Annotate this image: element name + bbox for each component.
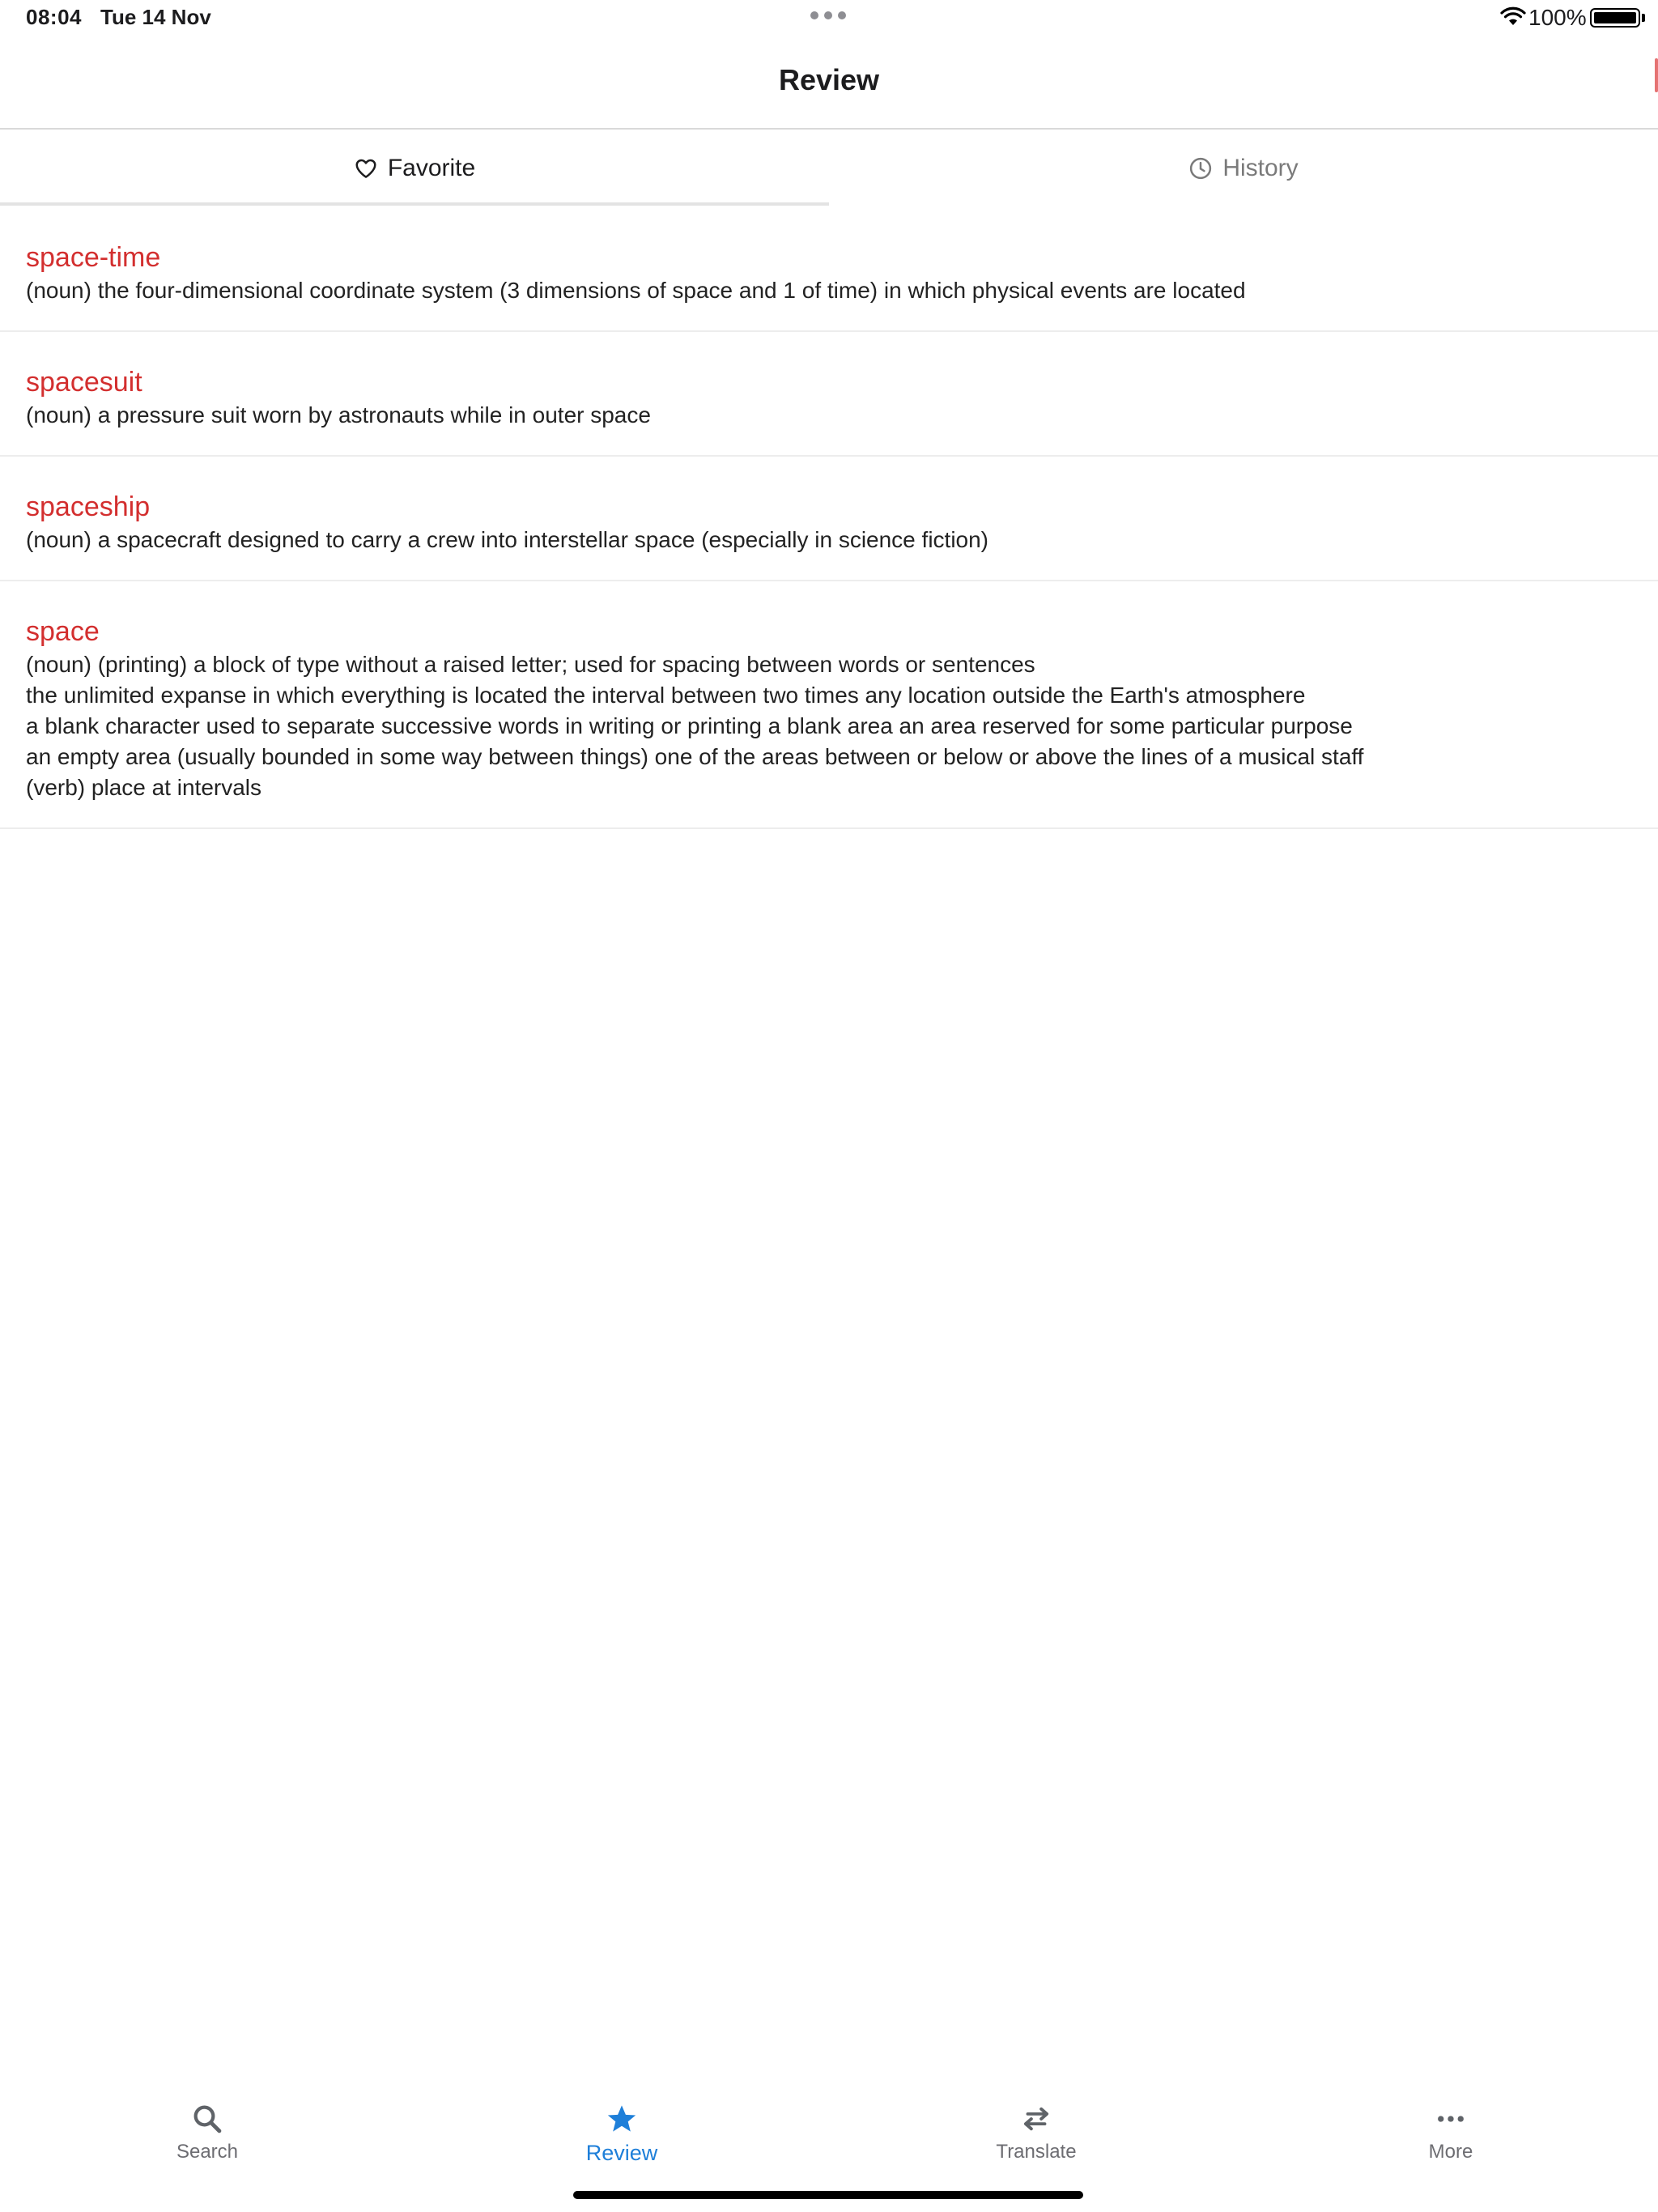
battery-icon (1590, 8, 1640, 28)
word-entry-spaceship[interactable] (0, 457, 1658, 581)
word-entry-space-time[interactable] (0, 207, 1658, 332)
multitasking-dots-icon[interactable] (810, 11, 846, 19)
page-title: Review (778, 63, 880, 96)
entry-definition: (noun) the four-dimensional coordinate system (3 dimensions of space and 1 of time) in which physical events are located (26, 278, 1246, 303)
tab-more[interactable] (1244, 2089, 1658, 2178)
ellipsis-icon (1434, 2102, 1468, 2136)
tab-review[interactable] (414, 2089, 829, 2178)
entry-word: space (26, 616, 100, 647)
navigation-bar (0, 39, 1658, 130)
tab-more-label: More (1428, 2141, 1473, 2163)
tab-history-label: History (1222, 155, 1299, 181)
wifi-icon (1499, 6, 1527, 28)
entry-word: spaceship (26, 491, 151, 522)
battery-percent: 100% (1528, 5, 1587, 30)
word-entry-spacesuit[interactable] (0, 332, 1658, 457)
status-date: Tue 14 Nov (100, 5, 211, 29)
entry-word: spacesuit (26, 367, 142, 398)
tab-translate-label: Translate (996, 2141, 1077, 2163)
status-bar (0, 0, 1658, 39)
entry-definition: (noun) a pressure suit worn by astronauts while in outer space (26, 402, 651, 428)
selected-tab-indicator (0, 202, 829, 206)
tab-history[interactable] (829, 131, 1658, 206)
entry-definition: (noun) (printing) a block of type without a raised letter; used for spacing between words or sentences the unlimited expanse in which everything is located the interval between two times any location outside the Earth's atmosphere a blank character used to separate successive words in writing or printing a blank area an area reserved for some particular purpose an empty area (usually bounded in some way between things) one of the areas between or below or above the lines of a musical staff (verb) place at intervals (26, 652, 1364, 800)
entry-definition: (noun) a spacecraft designed to carry a crew into interstellar space (especially in science fiction) (26, 527, 989, 552)
tab-search[interactable] (0, 2089, 414, 2178)
swap-arrows-icon (1019, 2102, 1053, 2136)
favorite-word-list (0, 207, 1658, 829)
star-icon (605, 2102, 639, 2136)
search-icon (190, 2102, 224, 2136)
entry-word: space-time (26, 242, 161, 273)
review-segments (0, 131, 1658, 206)
battery-tip (1642, 14, 1645, 22)
tab-favorite-label: Favorite (387, 155, 476, 181)
heart-icon (354, 156, 378, 181)
tab-translate[interactable] (829, 2089, 1244, 2178)
status-time: 08:04 (26, 5, 82, 29)
word-entry-space[interactable] (0, 581, 1658, 829)
tab-review-label: Review (585, 2141, 658, 2165)
tab-search-label: Search (176, 2141, 239, 2163)
edge-marker (1655, 58, 1658, 92)
tab-favorite[interactable] (0, 131, 829, 206)
clock-icon (1188, 156, 1213, 181)
home-indicator[interactable] (573, 2191, 1083, 2199)
